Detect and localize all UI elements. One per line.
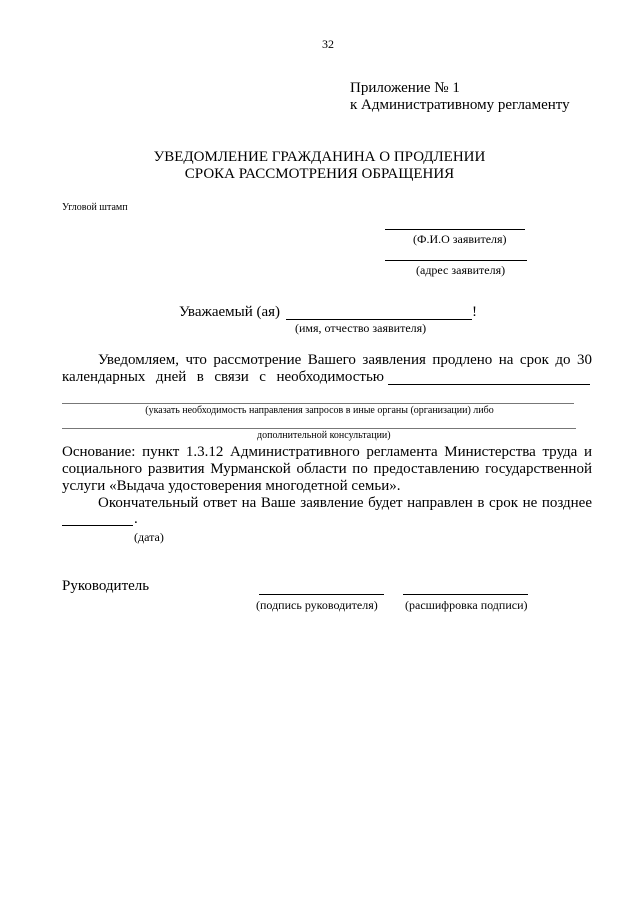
applicant-fio-line — [385, 229, 525, 230]
reason-caption-1: (указать необходимость направления запросов в иные органы (организации) либо — [145, 405, 494, 416]
notice-line-1: Уведомляем, что рассмотрение Вашего заявления продлено на срок до 30 — [98, 352, 592, 368]
basis-line-1: Основание: пункт 1.3.12 Административного регламента Министерства труда и — [62, 444, 592, 460]
reason-line-2 — [62, 428, 576, 429]
date-period: . — [134, 511, 138, 527]
signature-decode-caption: (расшифровка подписи) — [405, 598, 528, 612]
applicant-address-caption: (адрес заявителя) — [416, 263, 506, 277]
basis-line-2: социального развития Мурманской области по предоставлению государственной — [62, 461, 592, 477]
basis-line-3: услуги «Выдача удостоверения многодетной семьи». — [62, 478, 401, 494]
necessity-line — [388, 384, 590, 385]
corner-stamp-label: Угловой штамп — [62, 202, 128, 213]
appendix-reference: к Административному регламенту — [350, 97, 570, 113]
date-caption: (дата) — [134, 530, 164, 544]
signature-line — [259, 594, 384, 595]
document-title-line-1: УВЕДОМЛЕНИЕ ГРАЖДАНИНА О ПРОДЛЕНИИ — [153, 149, 486, 165]
salutation-text: Уважаемый (ая) — [179, 304, 281, 320]
final-answer-line: Окончательный ответ на Ваше заявление будет направлен в срок не позднее — [98, 495, 592, 511]
salutation-exclamation: ! — [472, 304, 477, 320]
applicant-address-line — [385, 260, 527, 261]
notice-line-2: календарных дней в связи с необходимостью — [62, 369, 384, 385]
reason-caption-2: дополнительной консультации) — [257, 430, 391, 441]
reason-line-1 — [62, 403, 574, 404]
signature-caption: (подпись руководителя) — [256, 598, 378, 612]
salutation-name-line — [286, 319, 472, 320]
page-number: 32 — [322, 37, 334, 51]
signature-role: Руководитель — [62, 578, 150, 594]
salutation-caption: (имя, отчество заявителя) — [295, 321, 427, 335]
appendix-number: Приложение № 1 — [350, 80, 460, 96]
document-title-line-2: СРОКА РАССМОТРЕНИЯ ОБРАЩЕНИЯ — [184, 166, 455, 182]
signature-decode-line — [403, 594, 528, 595]
applicant-fio-caption: (Ф.И.О заявителя) — [413, 232, 507, 246]
date-line — [62, 525, 133, 526]
